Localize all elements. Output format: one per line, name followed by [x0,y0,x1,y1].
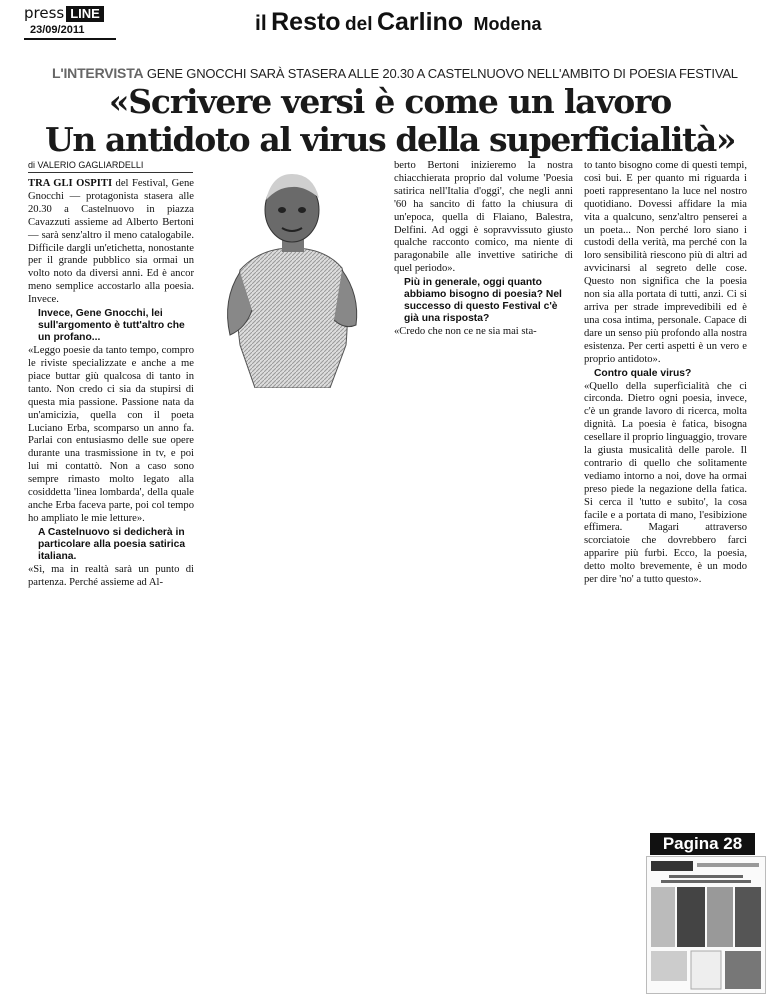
date-underline [24,38,116,40]
interview-question: A Castelnuovo si dedicherà in particolare alla poesia satirica italiana. [38,526,186,562]
paragraph [28,178,194,307]
interview-question: Contro quale virus? [594,367,692,379]
headline-line-1: «Scrivere versi è come un lavoro [108,82,672,121]
page-thumbnail[interactable] [646,856,766,994]
lead-in: TRA GLI OSPITI [28,178,113,189]
masthead-city: Modena [473,14,542,34]
portrait-photo [200,160,385,388]
interview-question: Invece, Gene Gnocchi, lei sull'argomento è tutt'altro che un profano... [38,308,185,344]
kicker-text: GENE GNOCCHI SARÀ STASERA ALLE 20.30 A CASTELNUOVO NELL'AMBITO DI POESIA FESTIVAL [146,66,738,81]
article-headline [30,83,750,159]
paragraph: «Credo che non ce ne sia mai sta- [394,326,537,338]
article-byline: di VALERIO GAGLIARDELLI [28,160,193,173]
interview-question: Più in generale, oggi quanto abbiamo bisogno di poesia? Nel successo di questo Festival c'è già una risposta? [404,277,562,325]
paragraph: to tanto bisogno come di questi tempi, così bui. E per quanto mi riguarda i poeti rappresentano la luce nel nostro quotidiano. Dovessi affidare la mia vita a qualcuno, senz'altro penserei a un poeta... Non perché loro siano i custodi della verità, ma perché con la loro sensibilità riescono più di altri ad avvicinarsi al segreto delle cose. Questo non significa che la poesia non sia alla portata di tutti, anzi. Ci si arriva per strade imprevedibili ed è una cosa intima, personale. Capace di dare un senso più profondo alla nostra esistenza. Per certi aspetti è un vero e proprio antidoto». [584,160,747,365]
headline-line-2: Un antidoto al virus della superficialità» [44,120,736,159]
paragraph: «Quello della superficialità che ci circonda. Dietro ogni poesia, invece, c'è un grande lavoro di ricerca, molta dignità. La poesia è fatica, bisogna cesellare il proprio linguaggio, trovare la giusta musicalità delle parole. Il contrario di quello che solitamente vediamo intorno a noi, dove ha ormai preso piede la negazione della fatica. Si cerca il 'tutto e subito', la cosa facile e a portata di mano, l'esibizione effimera. Magari attraverso scorciatoie che dovrebbero farci apparire più furbi. Ecco, la poesia, detto molto brevemente, è un modo per dire 'no' a tutto questo». [584,380,747,586]
paragraph-text: del Festival, Gene Gnocchi — protagonista stasera alle 20.30 a Castelnuovo in piazza Cavazzuti assieme ad Alberto Bertoni — sarà senz'altro il meno catalogabile. Difficile dargli un'etichetta, nonostante per il grande pubblico sia ormai un volto noto da diversi anni. Ed è ancor meno semplice accostarlo alla poesia. Invece. [28,178,194,306]
page-number-badge: Pagina 28 [650,833,755,855]
press-logo-text: press [24,4,65,22]
paragraph: «Leggo poesie da tanto tempo, compro le riviste specializzate e anche a me piace buttar giù qualcosa di tanto in tanto. Non credo ci sia da stupirsi di questa mia passione. Passione nata da un'amicizia, quella con il poeta Luciano Erba, scomparso un anno fa. Parlai con entusiasmo delle sue opere durante una trasmissione in tv, e poi lui mi contattò. Non a caso sono sempre rimasto molto legato alla cosiddetta 'linea lombarda', della quale anche Erba faceva parte, poi col tempo ho ampliato le mie letture». [28,345,194,524]
page-thumbnail-graphic [647,857,765,993]
masthead-il: il [255,12,267,35]
text-column-1 [28,178,194,590]
newspaper-masthead [255,8,542,37]
text-column-3 [584,160,747,587]
paragraph: berto Bertoni inizieremo la nostra chiacchierata proprio dal volume 'Poesia satirica nell'Italia d'oggi', che negli anni '60 ha sancito di fatto la chiusura di un'epoca, quella di Flaiano, Balestra, Delfini. Ad oggi è sopravvissuto giusto qualche racconto comico, ma niente di paragonabile alle invettive satiriche di quel periodo». [394,160,573,275]
masthead-resto: Resto [271,8,341,36]
issue-date: 23/09/2011 [30,24,85,36]
portrait-illustration [200,160,385,388]
line-logo-box: LINE [66,6,104,22]
paragraph: «Sì, ma in realtà sarà un punto di partenza. Perché assieme ad Al- [28,563,194,588]
kicker-label: L'INTERVISTA [52,65,144,81]
masthead-carlino: Carlino [376,8,464,36]
masthead-del: del [345,14,373,35]
text-column-2 [394,160,573,339]
article-kicker [52,65,752,81]
press-line-logo [24,4,120,42]
